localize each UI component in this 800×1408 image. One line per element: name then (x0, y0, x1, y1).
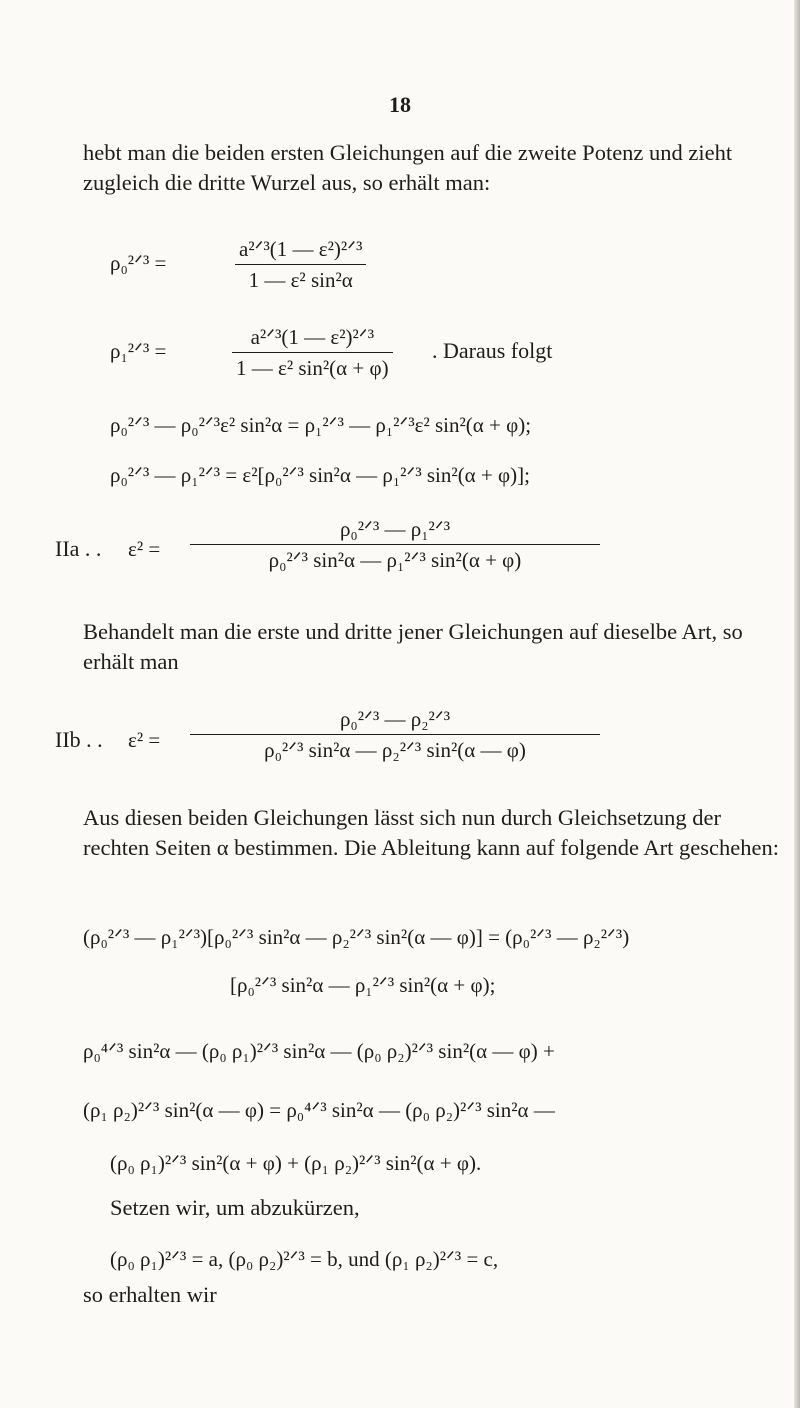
eq2-lhs: ρ₁²ᐟ³ = (110, 339, 167, 363)
IIa-numerator: ρ₀²ᐟ³ — ρ₁²ᐟ³ (339, 517, 451, 541)
eq7: ρ₀⁴ᐟ³ sin²α — (ρ₀ ρ₁)²ᐟ³ sin²α — (ρ₀ ρ₂)²ᐟ³ sin²(α — φ) + (83, 1039, 555, 1063)
IIa-lhs: ε² = (128, 537, 161, 561)
IIb-denominator: ρ₀²ᐟ³ sin²α — ρ₂²ᐟ³ sin²(α — φ) (190, 734, 600, 763)
aus-diesen-paragraph: Aus diesen beiden Gleichungen lässt sich nun durch Gleichsetzung der rechten Seiten α bestimmen. Die Ableitung kann auf folgende Art geschehen: (83, 805, 779, 860)
eq5: (ρ₀²ᐟ³ — ρ₁²ᐟ³)[ρ₀²ᐟ³ sin²α — ρ₂²ᐟ³ sin²(α — φ)] = (ρ₀²ᐟ³ — ρ₂²ᐟ³) (83, 925, 630, 949)
eq2-denominator: 1 — ε² sin²(α + φ) (232, 352, 393, 381)
eq9: (ρ₀ ρ₁)²ᐟ³ sin²(α + φ) + (ρ₁ ρ₂)²ᐟ³ sin²(α + φ). (110, 1151, 482, 1175)
eq-label-IIa: IIa . . (55, 536, 102, 561)
eq1-fraction (235, 236, 366, 293)
eq8: (ρ₁ ρ₂)²ᐟ³ sin²(α — φ) = ρ₀⁴ᐟ³ sin²α — (ρ₀ ρ₂)²ᐟ³ sin²α — (83, 1098, 555, 1122)
IIa-denominator: ρ₀²ᐟ³ sin²α — ρ₁²ᐟ³ sin²(α + φ) (190, 544, 600, 573)
eq6: [ρ₀²ᐟ³ sin²α — ρ₁²ᐟ³ sin²(α + φ); (230, 973, 496, 997)
eq3: ρ₀²ᐟ³ — ρ₀²ᐟ³ε² sin²α = ρ₁²ᐟ³ — ρ₁²ᐟ³ε² sin²(α + φ); (110, 413, 532, 437)
page-edge (794, 0, 800, 1408)
IIb-numerator: ρ₀²ᐟ³ — ρ₂²ᐟ³ (339, 707, 451, 731)
eq1-lhs: ρ₀²ᐟ³ = (110, 251, 167, 275)
eq2-fraction (232, 324, 393, 381)
eq10: (ρ₀ ρ₁)²ᐟ³ = a, (ρ₀ ρ₂)²ᐟ³ = b, und (ρ₁ ρ₂)²ᐟ³ = c, (110, 1247, 499, 1271)
eq1-denominator: 1 — ε² sin²α (235, 264, 366, 293)
eq2-numerator: a²ᐟ³(1 — ε²)²ᐟ³ (250, 325, 374, 349)
eq1-numerator: a²ᐟ³(1 — ε²)²ᐟ³ (239, 237, 363, 261)
eq2-tail: . Daraus folgt (432, 338, 553, 363)
IIb-fraction (190, 706, 600, 763)
eq-label-IIb: IIb . . (55, 727, 103, 752)
IIa-fraction (190, 516, 600, 573)
page-number: 18 (389, 92, 411, 117)
IIb-lhs: ε² = (128, 728, 161, 752)
intro-paragraph: hebt man die beiden ersten Gleichungen auf die zweite Potenz und zieht zugleich die dritte Wurzel aus, so erhält man: (83, 140, 733, 195)
setzen-line: Setzen wir, um abzukürzen, (110, 1195, 360, 1220)
so-erhalten-line: so erhalten wir (83, 1282, 217, 1307)
eq4: ρ₀²ᐟ³ — ρ₁²ᐟ³ = ε²[ρ₀²ᐟ³ sin²α — ρ₁²ᐟ³ sin²(α + φ)]; (110, 463, 530, 487)
behandelt-paragraph: Behandelt man die erste und dritte jener Gleichungen auf dieselbe Art, so erhält man (83, 619, 743, 674)
